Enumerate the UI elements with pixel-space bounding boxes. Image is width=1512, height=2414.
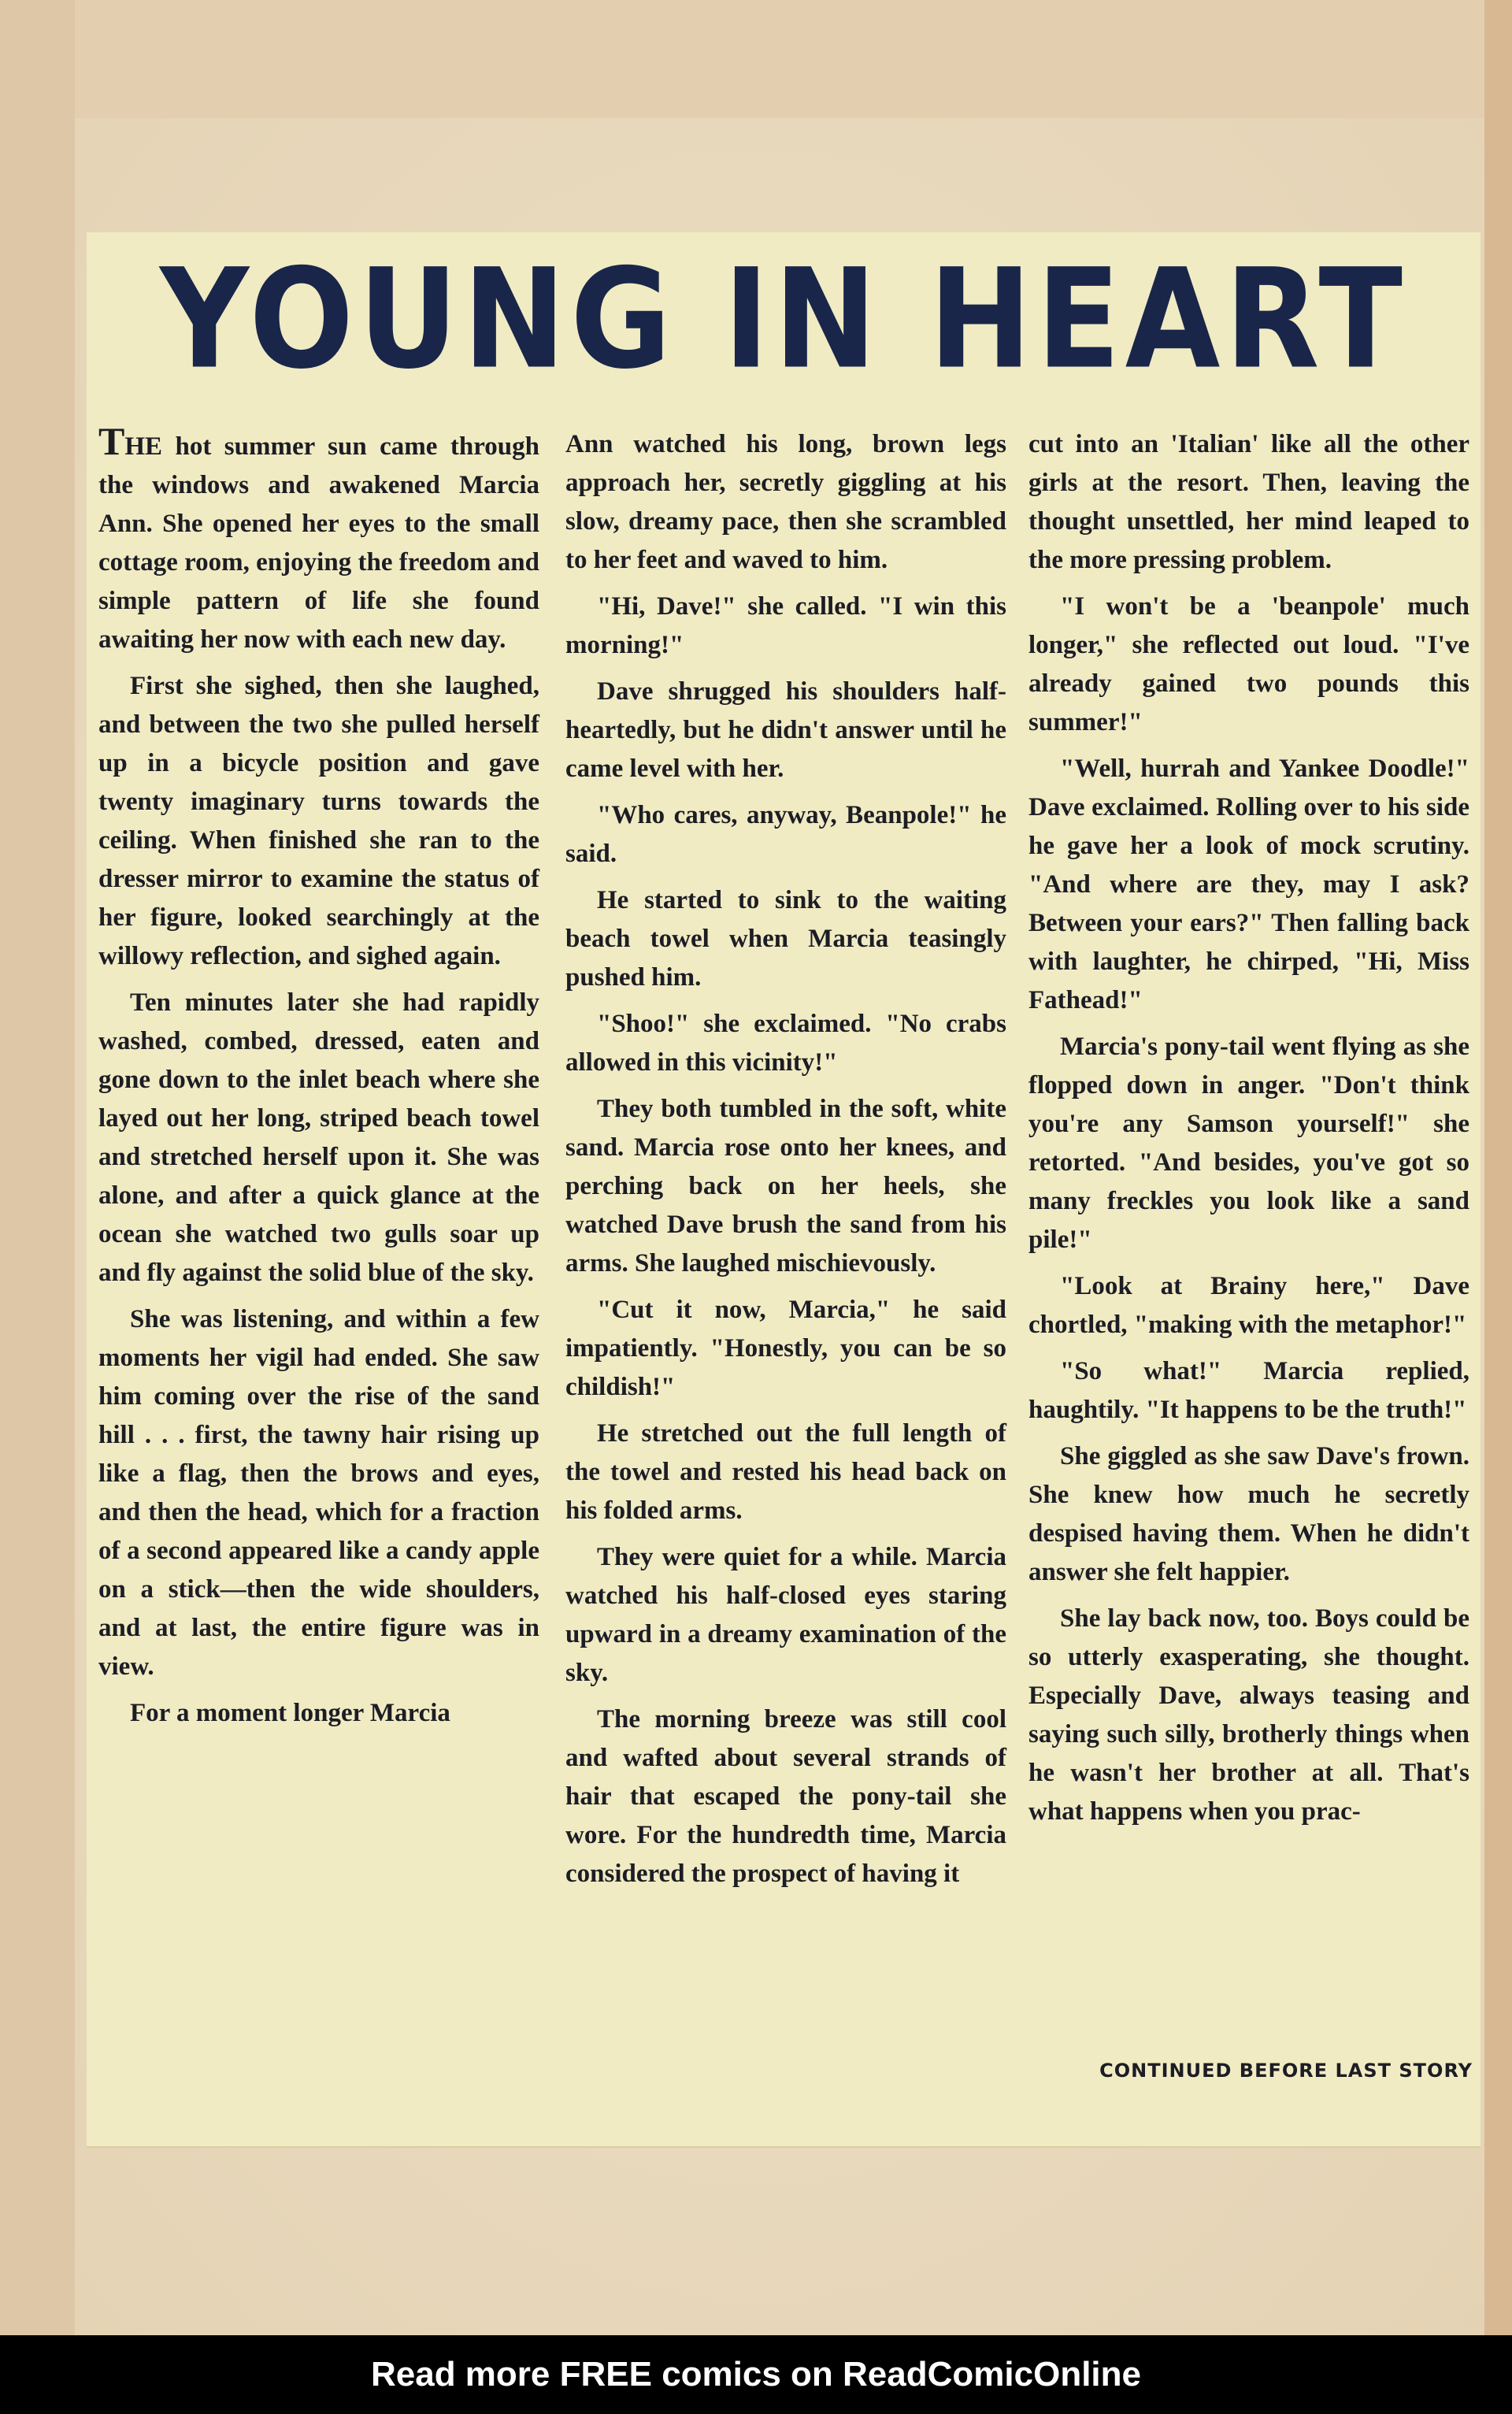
paragraph: For a moment longer Marcia	[130, 1699, 450, 1727]
paragraph: They both tumbled in the soft, white sand. Marcia rose onto her knees, and perching back on her heels, she watched Dave brush the sand from his arms. She laughed mischievously.	[565, 1095, 1006, 1277]
text-column-2	[565, 425, 1006, 1901]
page-right-margin	[1484, 0, 1512, 2335]
paragraph: THE hot summer sun came through the windows and awakened Marcia Ann. She opened her eyes to the small cottage room, enjoying the freedom and simple pattern of life she found awaiting her now with each new day.	[98, 419, 539, 654]
paragraph: She lay back now, too. Boys could be so utterly exasperating, she thought. Especially Dave, always teasing and saying such silly, brotherly things when he wasn't her brother at all. That's what happens when you prac-	[1028, 1604, 1469, 1826]
paragraph: She was listening, and within a few moments her vigil had ended. She saw him coming over the rise of the sand hill . . . first, the tawny hair rising up like a flag, then the brows and eyes, and then the head, which for a fraction of a second appeared like a candy apple on a stick—then the wide shoulders, and at last, the entire figure was in view.	[98, 1305, 539, 1681]
text-column-1	[98, 419, 539, 1741]
paragraph: Ann watched his long, brown legs approach her, secretly giggling at his slow, dreamy pace, then she scrambled to her feet and waved to him.	[565, 430, 1006, 574]
paragraph: "Well, hurrah and Yankee Doodle!" Dave exclaimed. Rolling over to his side he gave her a look of mock scrutiny. "And where are they, may I ask? Between your ears?" Then falling back with laughter, he chirped, "Hi, Miss Fathead!"	[1028, 755, 1469, 1014]
continued-note: CONTINUED BEFORE LAST STORY	[1099, 2060, 1473, 2082]
paragraph: "Look at Brainy here," Dave chortled, "making with the metaphor!"	[1028, 1272, 1469, 1339]
page-left-margin	[0, 0, 75, 2335]
paragraph: They were quiet for a while. Marcia watched his half-closed eyes staring upward in a dreamy examination of the sky.	[565, 1543, 1006, 1687]
paragraph: He started to sink to the waiting beach towel when Marcia teasingly pushed him.	[565, 886, 1006, 992]
paragraph: "So what!" Marcia replied, haughtily. "It happens to be the truth!"	[1028, 1357, 1469, 1424]
paragraph: The morning breeze was still cool and wafted about several strands of hair that escaped the pony-tail she wore. For the hundredth time, Marcia considered the prospect of having it	[565, 1705, 1006, 1888]
paragraph: Marcia's pony-tail went flying as she flopped down in anger. "Don't think you're any Samson yourself!" she retorted. "And besides, you've got so many freckles you look like a sand pile!"	[1028, 1033, 1469, 1254]
paragraph: "Cut it now, Marcia," he said impatiently. "Honestly, you can be so childish!"	[565, 1296, 1006, 1401]
paragraph: "Who cares, anyway, Beanpole!" he said.	[565, 801, 1006, 868]
paragraph: "I won't be a 'beanpole' much longer," she reflected out loud. "I've already gained two pounds this summer!"	[1028, 592, 1469, 736]
paragraph: cut into an 'Italian' like all the other girls at the resort. Then, leaving the thought unsettled, her mind leaped to the more pressing problem.	[1028, 430, 1469, 574]
text-column-3	[1028, 425, 1469, 1839]
paragraph: "Shoo!" she exclaimed. "No crabs allowed in this vicinity!"	[565, 1010, 1006, 1077]
page-top-margin	[0, 0, 1512, 118]
paragraph: "Hi, Dave!" she called. "I win this morning!"	[565, 592, 1006, 659]
footer-banner[interactable]	[0, 2335, 1512, 2414]
paragraph: First she sighed, then she laughed, and between the two she pulled herself up in a bicycle position and gave twenty imaginary turns towards the ceiling. When finished she ran to the dresser mirror to examine the status of her figure, looked searchingly at the willowy reflection, and sighed again.	[98, 672, 539, 970]
story-title: YOUNG IN HEART	[160, 239, 1407, 399]
paragraph: Dave shrugged his shoulders half-heartedly, but he didn't answer until he came level with her.	[565, 677, 1006, 783]
paragraph: He stretched out the full length of the towel and rested his head back on his folded arms.	[565, 1419, 1006, 1525]
footer-link[interactable]: Read more FREE comics on ReadComicOnline	[370, 2355, 1141, 2394]
paragraph: She giggled as she saw Dave's frown. She knew how much he secretly despised having them. When he didn't answer she felt happier.	[1028, 1442, 1469, 1586]
drop-cap: T	[98, 419, 125, 463]
paragraph: Ten minutes later she had rapidly washed, combed, dressed, eaten and gone down to the inlet beach where she layed out her long, striped beach towel and stretched herself upon it. She was alone, and after a quick glance at the ocean she watched two gulls soar up and fly against the solid blue of the sky.	[98, 988, 539, 1287]
